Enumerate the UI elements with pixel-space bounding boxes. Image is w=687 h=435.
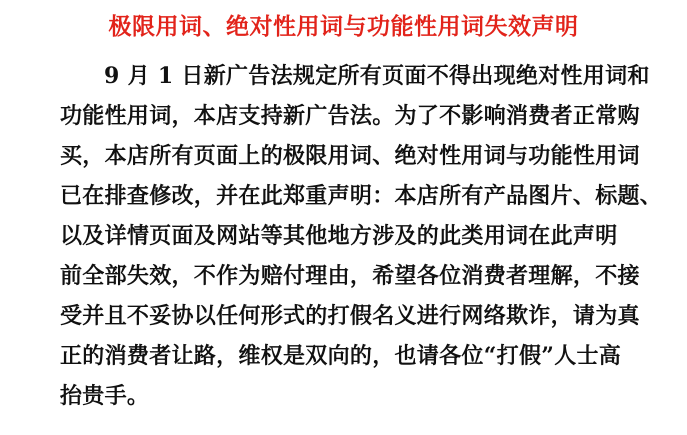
- body-line-8: 正的消费者让路，维权是双向的，也请各位“打假”人士高: [60, 343, 622, 369]
- body-line-5: 以及详情页面及网站等其他地方涉及的此类用词在此声明: [60, 223, 618, 249]
- notice-body: [60, 56, 663, 416]
- body-line-1: 9 月 1 日新广告法规定所有页面不得出现绝对性用词和: [104, 63, 650, 89]
- body-line-4: 已在排查修改，并在此郑重声明：本店所有产品图片、标题、: [60, 183, 663, 209]
- body-line-9: 抬贵手。: [60, 383, 150, 409]
- body-line-2: 功能性用词，本店支持新广告法。为了不影响消费者正常购: [60, 103, 640, 129]
- body-line-3: 买，本店所有页面上的极限用词、绝对性用词与功能性用词: [60, 143, 640, 169]
- body-line-6: 前全部失效，不作为赔付理由，希望各位消费者理解，不接: [60, 263, 640, 289]
- notice-title: 极限用词、绝对性用词与功能性用词失效声明: [108, 13, 579, 40]
- body-line-7: 受并且不妥协以任何形式的打假名义进行网络欺诈，请为真: [60, 303, 640, 329]
